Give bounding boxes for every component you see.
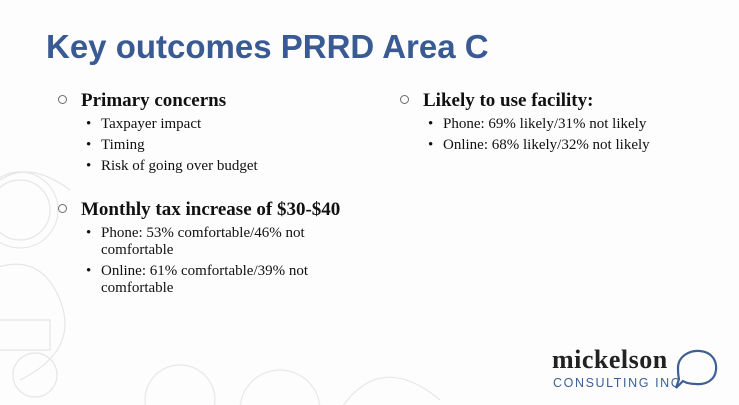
left-column <box>58 90 358 301</box>
logo-name: mickelson <box>552 345 668 374</box>
bullet-list <box>81 225 358 297</box>
bullet-list <box>423 116 720 154</box>
list-item <box>423 116 720 133</box>
list-item-text: Risk of going over budget <box>101 158 258 174</box>
bullet-dot-icon: • <box>428 137 434 153</box>
bullet-dot-icon: • <box>86 116 92 132</box>
list-item <box>81 158 358 175</box>
slide-title: Key outcomes PRRD Area C <box>46 28 489 65</box>
list-item-text: Online: 68% likely/32% not likely <box>443 137 650 153</box>
logo-tagline: CONSULTING INC <box>553 376 682 390</box>
speech-bubble-icon <box>670 348 720 394</box>
list-item-text: Online: 61% comfortable/39% not comfortable <box>101 263 309 296</box>
list-item <box>81 137 358 154</box>
list-item <box>81 263 358 297</box>
bullet-dot-icon: • <box>86 263 92 279</box>
section-heading: Likely to use facility: <box>423 90 594 111</box>
list-item-text: Phone: 53% comfortable/46% not comfortable <box>101 225 305 258</box>
bullet-dot-icon: • <box>86 158 92 174</box>
list-item-text: Phone: 69% likely/31% not likely <box>443 116 647 132</box>
section-heading: Monthly tax increase of $30-$40 <box>81 199 341 220</box>
section-heading: Primary concerns <box>81 90 227 111</box>
bullet-dot-icon: • <box>86 225 92 241</box>
section-primary-concerns <box>58 90 358 175</box>
circle-bullet-icon <box>58 204 67 213</box>
list-item-text: Taxpayer impact <box>101 116 202 132</box>
circle-bullet-icon <box>400 95 409 104</box>
list-item-text: Timing <box>101 137 145 153</box>
bullet-dot-icon: • <box>428 116 434 132</box>
section-monthly-tax-increase <box>58 199 358 297</box>
mickelson-logo <box>552 346 722 396</box>
circle-bullet-icon <box>58 95 67 104</box>
decorative-pattern-bottom <box>120 330 520 405</box>
list-item <box>423 137 720 154</box>
bullet-list <box>81 116 358 175</box>
right-column <box>400 90 720 158</box>
list-item <box>81 225 358 259</box>
bullet-dot-icon: • <box>86 137 92 153</box>
section-likely-to-use-facility <box>400 90 720 154</box>
list-item <box>81 116 358 133</box>
